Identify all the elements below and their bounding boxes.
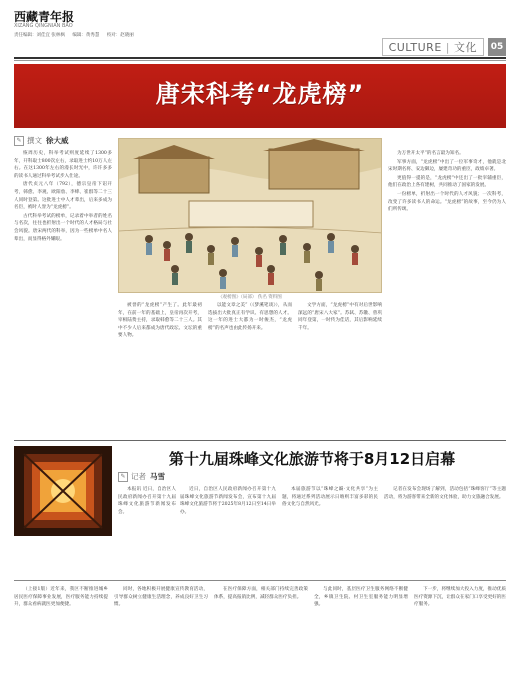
paragraph: 同时，各地积极开展健康宣传教育活动，引导群众树立健康生活理念，养成良好卫生习惯。	[114, 587, 208, 608]
news-column-0	[118, 486, 176, 576]
paragraph: 一份榜单，折射出一个时代的人才风貌；一次科考，改变了许多读书人的命运。“龙虎榜”的故事，至今仍为人们所传颂。	[388, 191, 506, 213]
paragraph: 被誉的“龙虎榜”产生了。此年最初年，在前一年的基础上，皇帝再次开考，宰相陆贽主持，录取韩愈等二十三人。其中不少人后来都成为唐代政坛、文坛的重要人物。	[118, 303, 202, 339]
paragraph: 近日，自治区人民政府新闻办召开第十九届珠峰文化旅游节新闻发布会，宣布第十九届珠峰文化旅游节将于2025年8月12日至14日举办。	[180, 487, 276, 515]
feature-title: 唐宋科考“龙虎榜”	[155, 80, 365, 108]
paragraph: 古代科举考试的榜单，记录着中举者的姓名与名次，往往也折射出一个时代的人才格局与社会风貌。唐宋两代的科举，因为一些榜单中名人辈出，而显得格外耀眼。	[14, 213, 112, 242]
masthead-rule	[14, 57, 506, 59]
feature-column-3	[208, 302, 292, 436]
proofreader-info: 校对：赵晓丽	[106, 33, 134, 38]
festival-photo-illustration	[14, 446, 112, 536]
section-divider	[14, 580, 506, 581]
bottom-column-4	[314, 586, 408, 694]
bottom-column-1	[14, 586, 108, 694]
pen-icon: ✎	[14, 136, 24, 146]
paragraph: （上接1版）近年来，我区不断推进城乡居民医疗保障事业发展，医疗服务能力持续提升，群众看病就医更加便捷。	[14, 587, 108, 608]
bottom-column-5	[414, 586, 506, 694]
paragraph: 在医疗保障方面，相关部门持续完善政策体系，提高报销比例，减轻群众医疗负担。	[214, 587, 308, 600]
newspaper-logo: 西藏青年报	[14, 10, 75, 24]
byline-author: 徐大威	[46, 136, 69, 145]
paragraph: 记者在发布会现场了解到，活动包括“珠峰客厅”等主题活动，将为游客带来全新的文化体验，助力文旅融合发展。	[384, 487, 506, 500]
news-byline	[118, 471, 165, 482]
editor-info: 责任编辑：刘佳宜 张林枫	[14, 33, 65, 38]
paragraph: 与此同时，基层医疗卫生服务网络不断健全，乡镇卫生院、村卫生室服务能力明显增强。	[314, 587, 408, 608]
page-number: 05	[488, 38, 506, 56]
painting-illustration	[119, 139, 382, 293]
painting-caption: 《观榜图》（局部） 佚名 资料图	[218, 295, 282, 300]
paragraph: 为万世开太平”的名言最为知名。	[397, 151, 464, 156]
section-separator: |	[445, 40, 450, 54]
news-column-2	[282, 486, 378, 576]
section-label-en: CULTURE	[388, 40, 442, 54]
news-column-3	[384, 486, 506, 576]
editor-info: 编辑：黄秀慧	[72, 33, 100, 38]
paragraph: 唐代贞元八年（792），德宗皇帝下诏开考，韩愈、李观、欧阳詹、李绛、崔群等二十三人同时登第。这批进士中人才辈出，后来多成为名臣，被时人誉为“龙虎榜”。	[14, 182, 112, 211]
section-label-cn: 文化	[454, 41, 477, 54]
feature-banner	[14, 64, 506, 128]
byline-role: 记者	[131, 472, 146, 481]
newspaper-logo-subtitle: XIZANG QINGNIAN BAO	[14, 23, 73, 29]
feature-column-5	[388, 150, 506, 436]
paragraph: 下一步，将继续加大投入力度，推动优质医疗资源下沉，让群众在家门口享受更好的医疗服务。	[414, 587, 506, 608]
paragraph: 军事方面，“龙虎榜”中出了一位军事奇才，他就是北宋时期名将、安边御边，屡建奇功的重臣，政绩卓著。	[388, 159, 506, 173]
news-column-1	[180, 486, 276, 576]
feature-byline	[14, 135, 69, 146]
masthead-rule-thin	[14, 60, 506, 61]
festival-photo	[14, 446, 112, 536]
section-label	[382, 38, 484, 56]
feature-column-2	[118, 302, 202, 436]
pen-icon: ✎	[118, 472, 128, 482]
byline-author: 马雪	[150, 472, 165, 481]
byline-role: 撰文	[27, 136, 42, 145]
guanbang-painting-image	[118, 138, 382, 293]
paragraph: 文学方面，“龙虎榜”中有对后世影响深远的“唐宋八大家”。苏轼、苏辙、曾巩同年登第，一时传为佳话，其后影响延续千年。	[298, 303, 382, 331]
news-headline: 第十九届珠峰文化旅游节将于8月12日启幕	[168, 450, 456, 468]
bottom-column-2	[114, 586, 208, 694]
paragraph: 以能文章之美”（《梦溪笔谈》），从而选拔出大批真正有学识、有思想的人才。这一年的进士大都为一时俊杰，“龙虎榜”的名声也由此传扬开来。	[208, 303, 292, 331]
feature-column-1	[14, 150, 112, 436]
paragraph: 本届旅游节以“珠峰之巅·文化共享”为主题，将通过系列活动展示日喀则丰富多彩的民俗文化与自然风光。	[282, 487, 378, 508]
section-divider	[14, 440, 506, 441]
paragraph: 恢周历史，科举考试则度延续了1300多年，开科取士800次左右，录取进士约10万人左右。在这1300年左右的漫长时光中，许许多多的读书人通过科举考试步入仕途。	[14, 151, 112, 179]
masthead	[14, 8, 506, 56]
paragraph: 更值得一提的是，“龙虎榜”中还出了一批宰辅重臣，他们在政治上各有建树，共同推动了国家的发展。	[388, 175, 506, 189]
paragraph: 本报讯 近日，自治区人民政府新闻办召开第十九届珠峰文化旅游节新闻发布会。	[118, 487, 176, 515]
bottom-column-3	[214, 586, 308, 694]
feature-column-4	[298, 302, 382, 436]
